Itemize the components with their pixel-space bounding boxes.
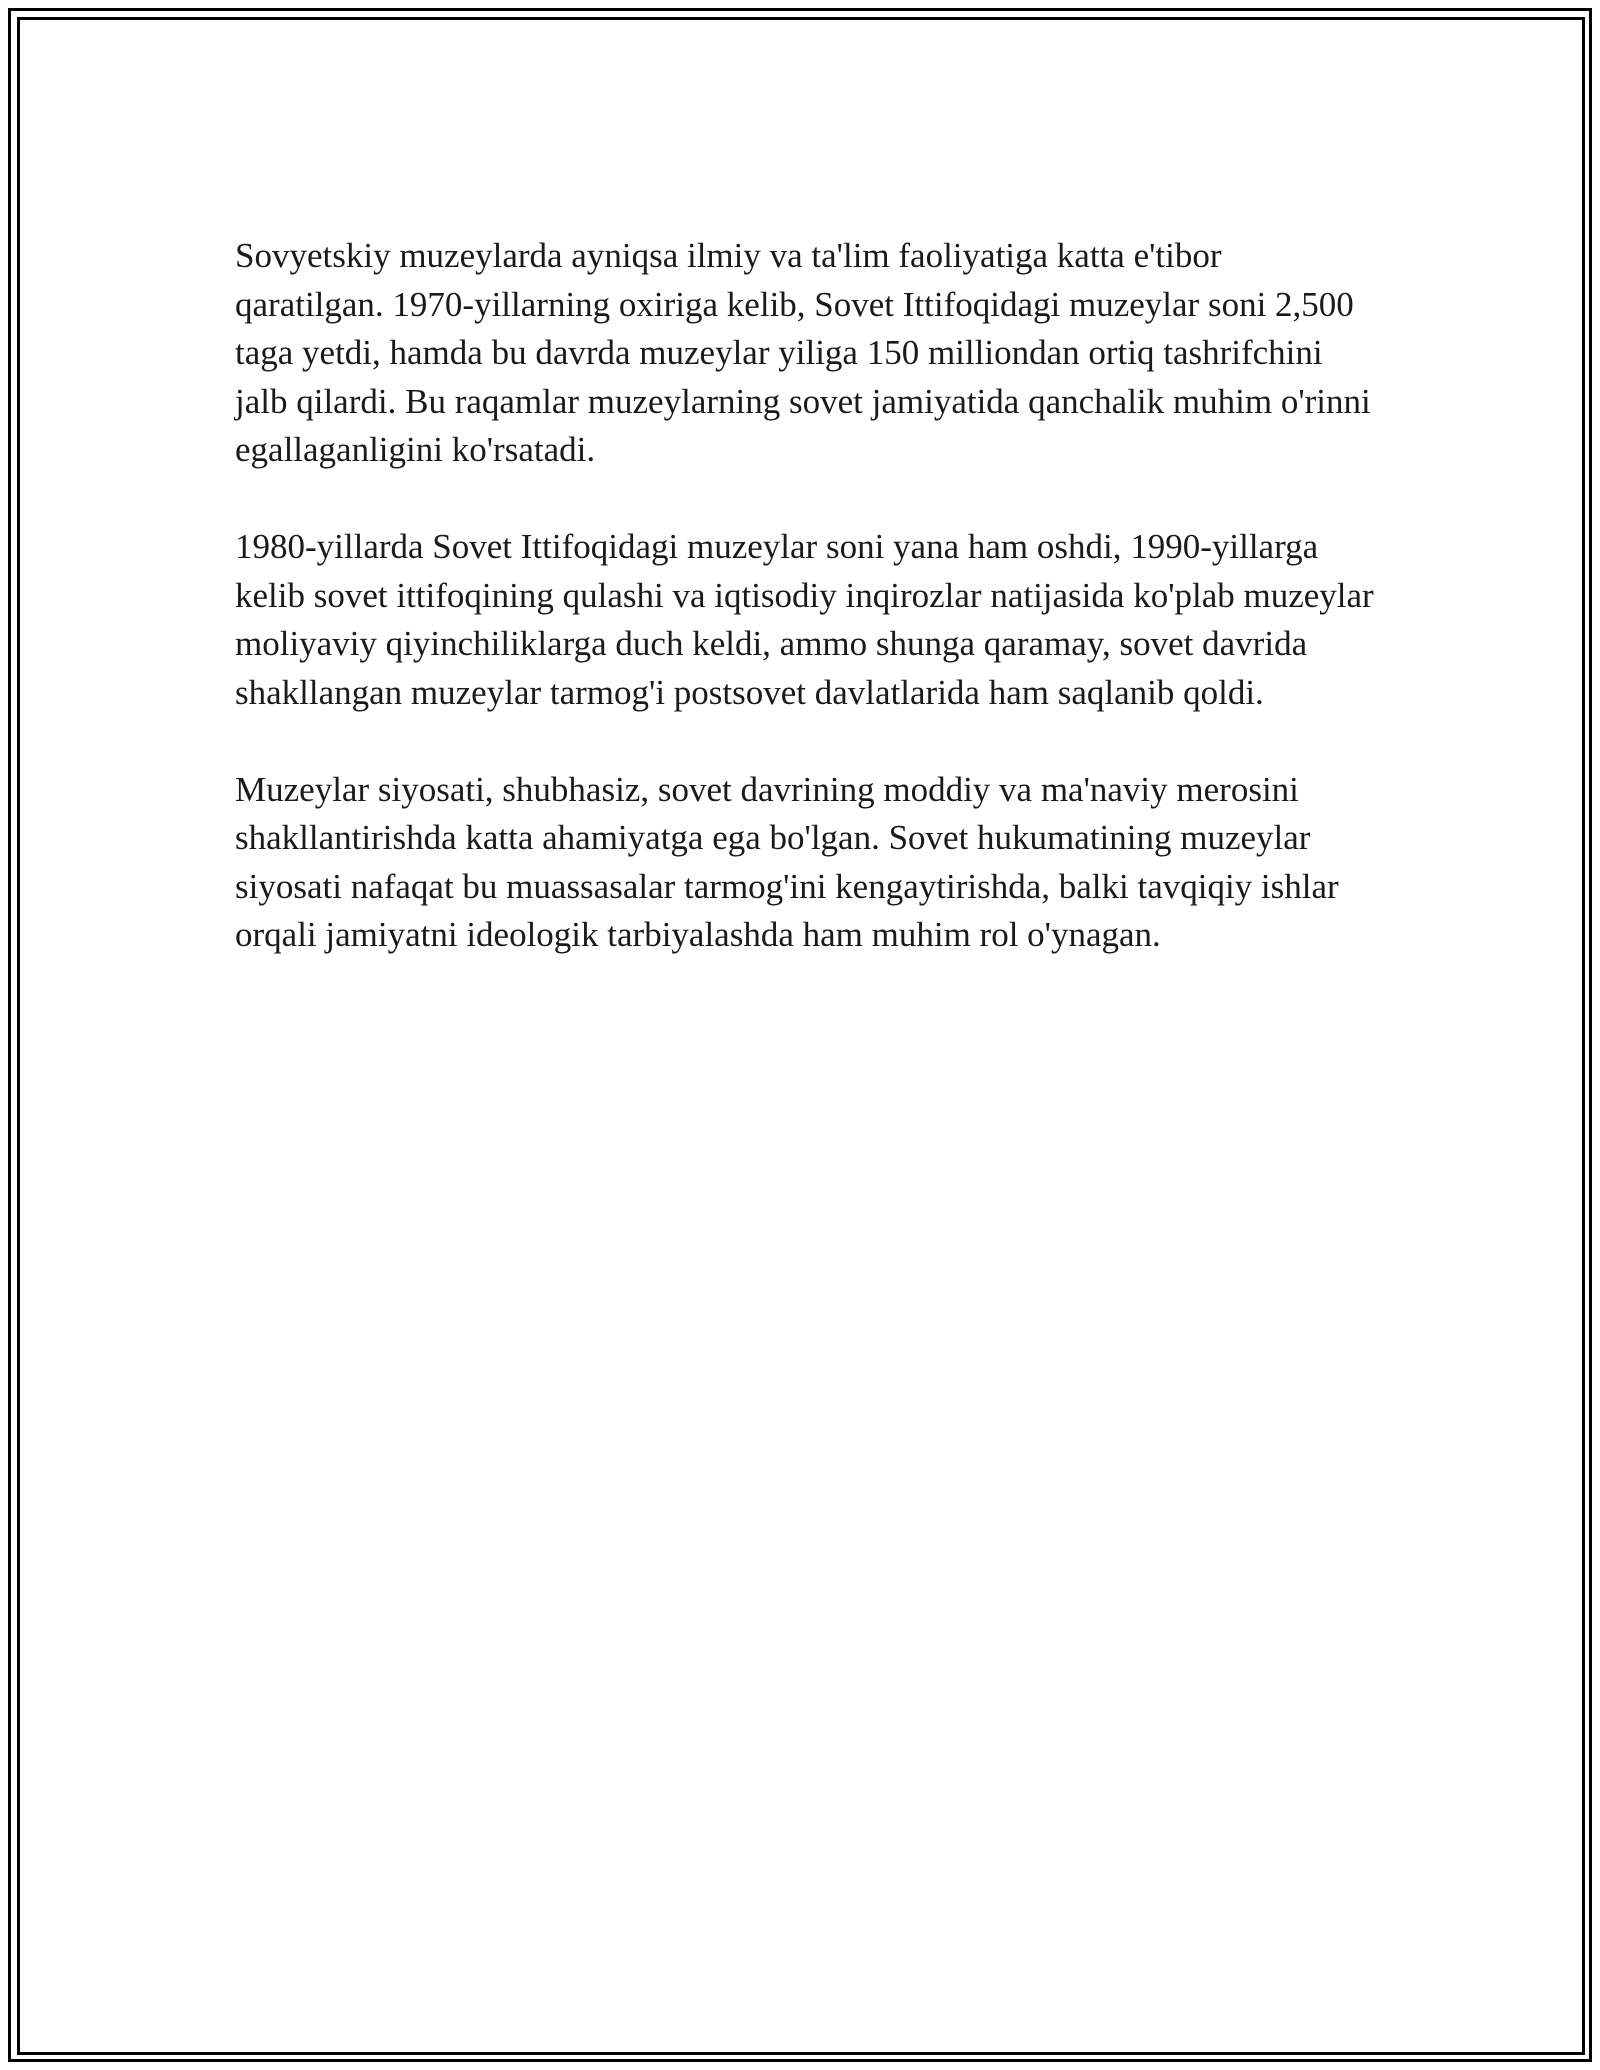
paragraph-3: Muzeylar siyosati, shubhasiz, sovet davrining moddiy va ma'naviy merosini shakllantirishda katta ahamiyatga ega bo'lgan. Sovet hukumatining muzeylar siyosati nafaqat bu muassasalar tarmog'ini kengaytirishda, balki tavqiqiy ishlar orqali jamiyatni ideologik tarbiyalashda ham muhim rol o'ynagan.: [235, 769, 1339, 954]
document-body: [235, 232, 1375, 960]
paragraph-2: 1980-yillarda Sovet Ittifoqidagi muzeylar soni yana ham oshdi, 1990-yillarga kelib sovet ittifoqining qulashi va iqtisodiy inqirozlar natijasida ko'plab muzeylar moliyaviy qiyinchiliklarga duch keldi, ammo shunga qaramay, sovet davrida shakllangan muzeylar tarmog'i postsovet davlatlarida ham saqlanib qoldi.: [235, 527, 1374, 712]
paragraph-1: Sovyetskiy muzeylarda ayniqsa ilmiy va ta'lim faoliyatiga katta e'tibor qaratilgan. 1970-yillarning oxiriga kelib, Sovet Ittifoqidagi muzeylar soni 2,500 taga yetdi, hamda bu davrda muzeylar yiliga 150 milliondan ortiq tashrifchini jalb qilardi. Bu raqamlar muzeylarning sovet jamiyatida qanchalik muhim o'rinni egallaganligini ko'rsatadi.: [235, 236, 1371, 469]
